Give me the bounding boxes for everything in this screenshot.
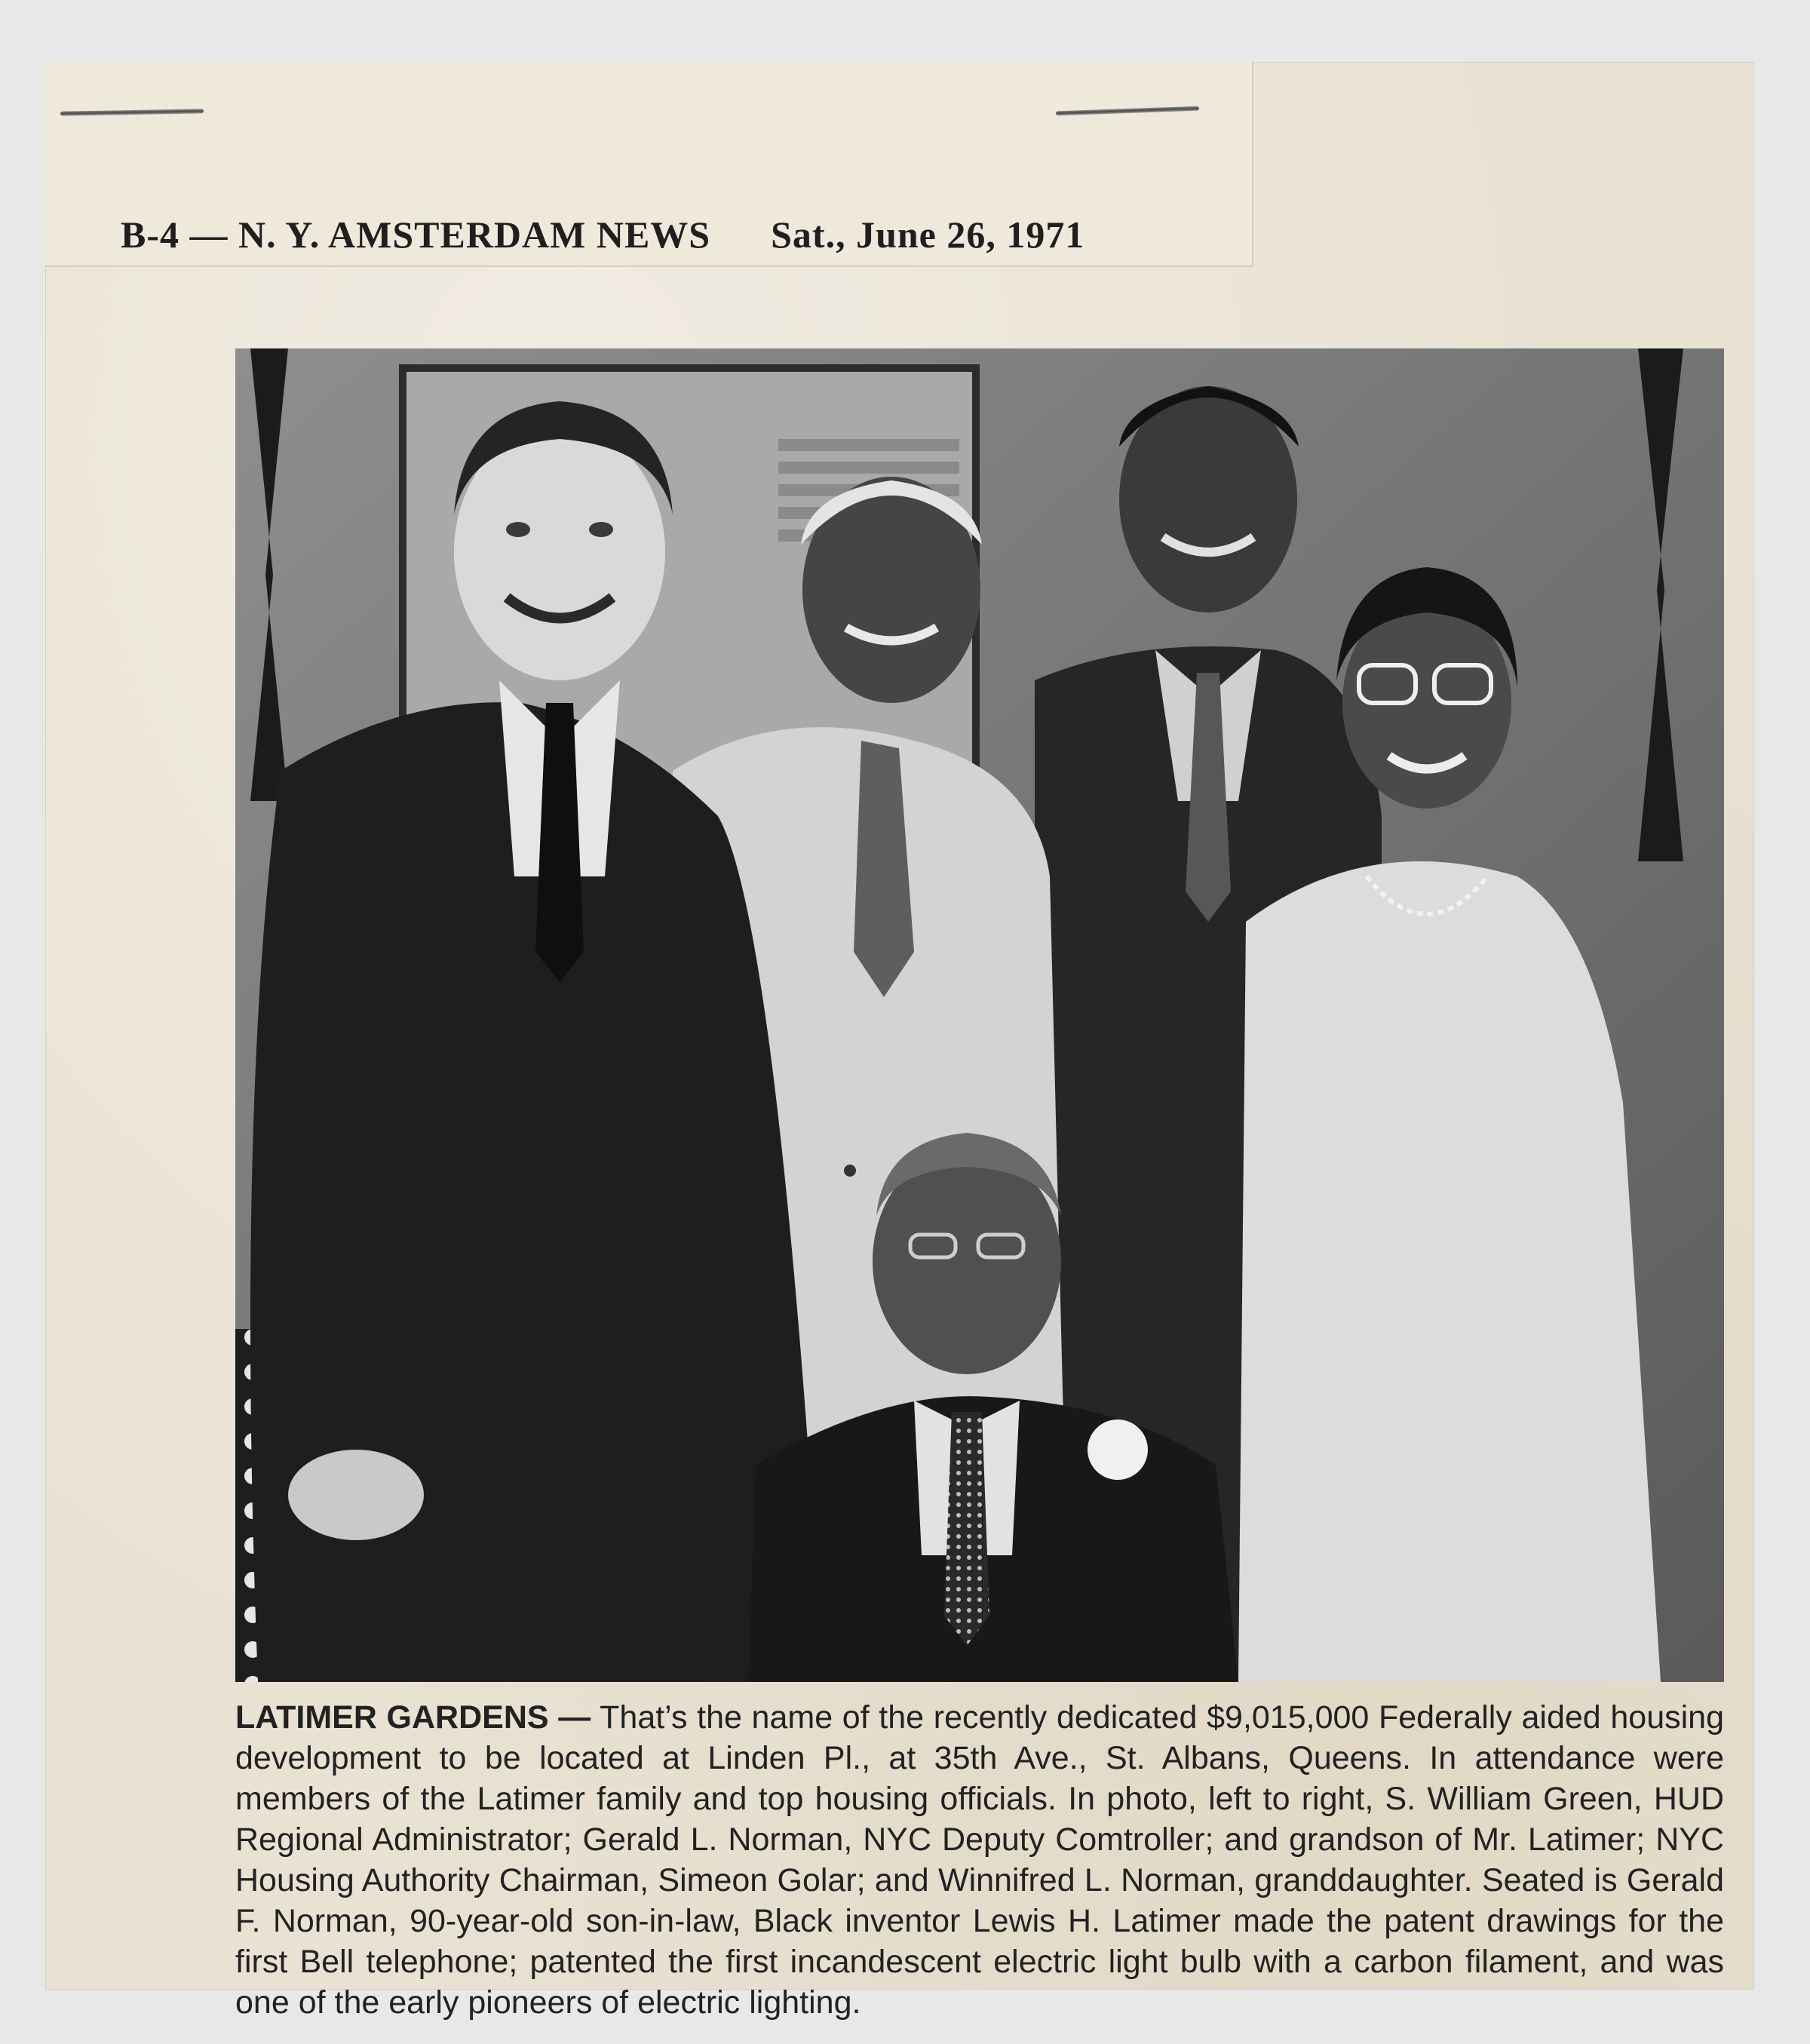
photo-illustration bbox=[235, 348, 1724, 1682]
dateline-strip bbox=[45, 62, 1253, 267]
carnation bbox=[1088, 1419, 1148, 1480]
dateline bbox=[121, 213, 1084, 256]
staple-left bbox=[60, 109, 204, 115]
caption-body: That’s the name of the recently dedicated $9,015,000 Federally aided housing development to be located at Linden Pl., at 35th Ave., St. Albans, Queens. In attendance were members of the Latimer family and top housing officials. In photo, left to right, S. William Green, HUD Regional Administrator; Gerald L. Norman, NYC Deputy Comtroller; and grandson of Mr. Latimer; NYC Housing Authority Chairman, Simeon Golar; and Winnifred L. Norman, granddaughter. Seated is Gerald F. Norman, 90-year-old son-in-law, Black inventor Lewis H. Latimer made the patent drawings for the first Bell telephone; patented the first incandescent electric light bulb with a carbon filament, and was one of the early pioneers of electric lighting. bbox=[235, 1699, 1725, 2021]
page-and-paper-name: B-4 — N. Y. AMSTERDAM NEWS bbox=[121, 213, 711, 256]
staple-right bbox=[1056, 106, 1199, 116]
issue-date: Sat., June 26, 1971 bbox=[771, 213, 1085, 256]
photo-caption bbox=[235, 1697, 1724, 2023]
group-photo bbox=[235, 348, 1724, 1682]
newspaper-clipping bbox=[45, 62, 1754, 2021]
caption-lead: LATIMER GARDENS — bbox=[235, 1699, 591, 1736]
